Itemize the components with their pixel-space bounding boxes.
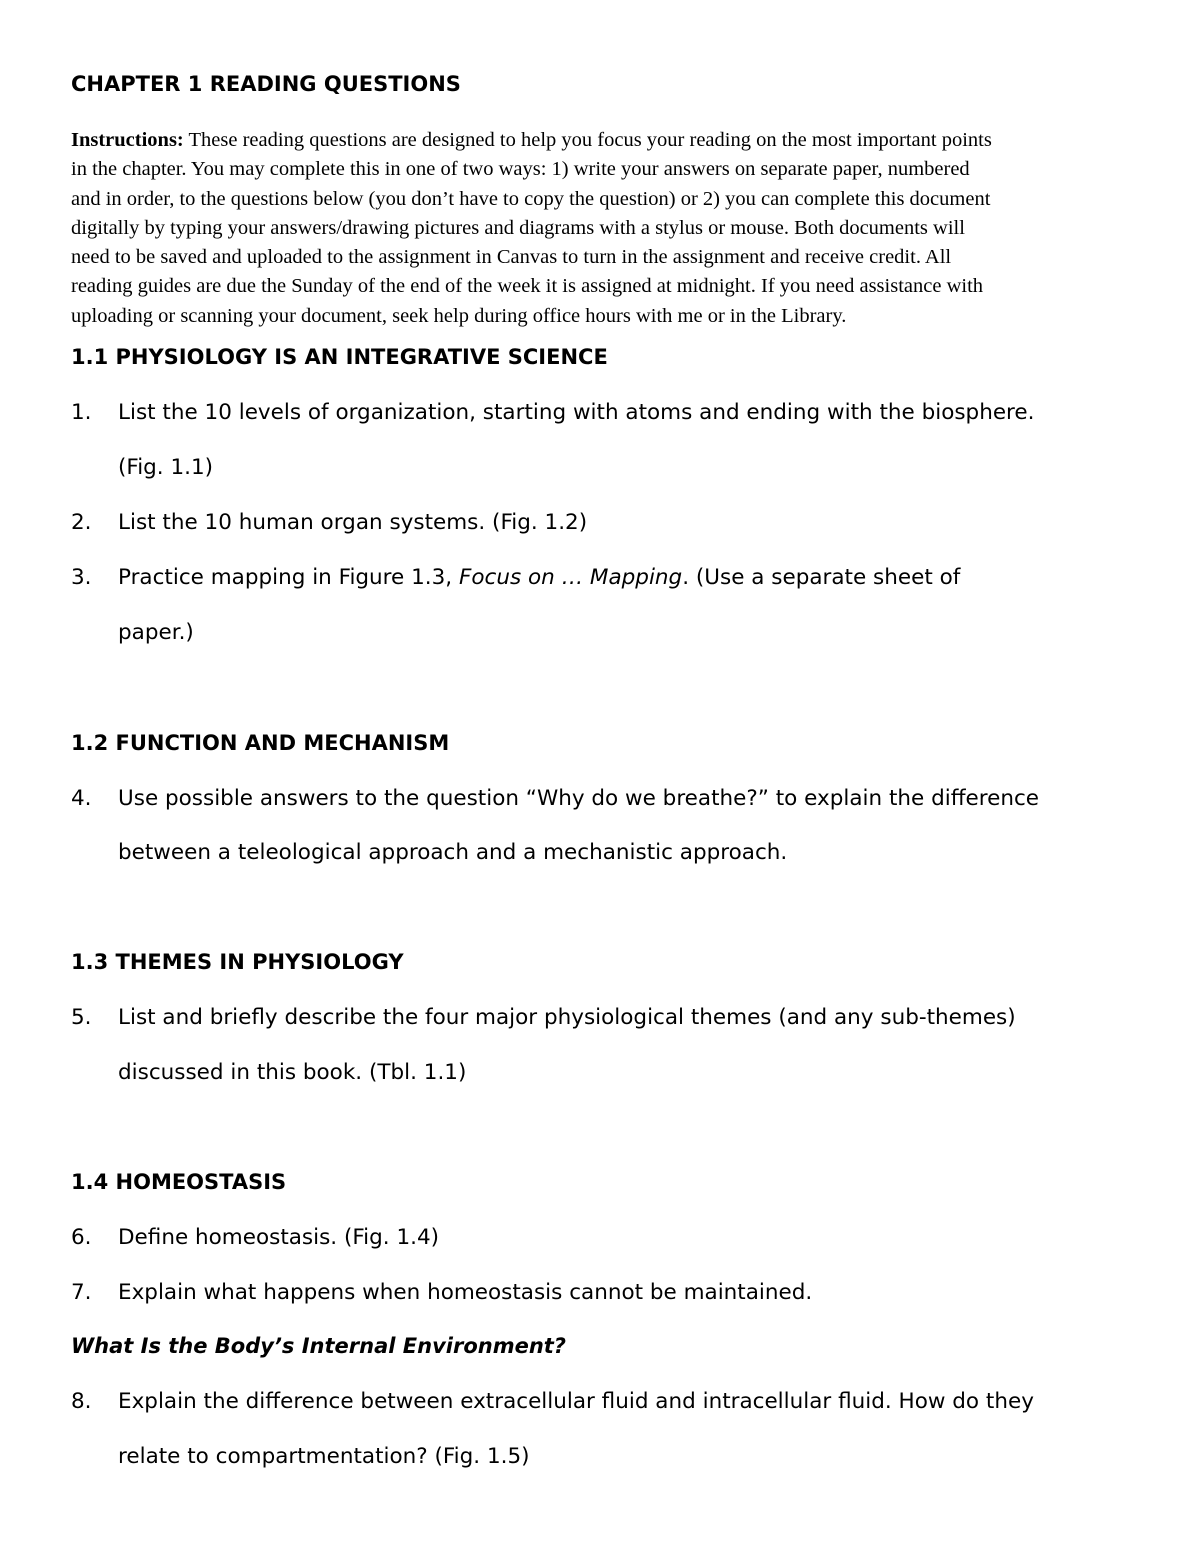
section-heading-1-3: 1.3 THEMES IN PHYSIOLOGY xyxy=(71,950,404,974)
instructions-line-1 xyxy=(71,126,1141,155)
question-number-4: 4. xyxy=(71,786,92,811)
question-number-8: 8. xyxy=(71,1389,92,1414)
question-8-line-2: relate to compartmentation? (Fig. 1.5) xyxy=(118,1444,530,1469)
chapter-title: CHAPTER 1 READING QUESTIONS xyxy=(71,72,461,96)
question-number-6: 6. xyxy=(71,1225,92,1250)
section-heading-1-4: 1.4 HOMEOSTASIS xyxy=(71,1170,287,1194)
instructions-paragraph xyxy=(71,126,1141,331)
question-8-line-1: Explain the difference between extracellular fluid and intracellular fluid. How do they xyxy=(118,1389,1034,1414)
instructions-line-2: in the chapter. You may complete this in one of two ways: 1) write your answers on separate paper, numbered xyxy=(71,158,970,181)
question-number-7: 7. xyxy=(71,1280,92,1305)
subsection-heading-internal-environment: What Is the Body’s Internal Environment? xyxy=(71,1334,566,1358)
instructions-line-3: and in order, to the questions below (you don’t have to copy the question) or 2) you can complete this document xyxy=(71,187,991,210)
section-heading-1-1: 1.1 PHYSIOLOGY IS AN INTEGRATIVE SCIENCE xyxy=(71,345,608,369)
question-3-text-post: . (Use a separate sheet of xyxy=(682,565,961,590)
instructions-line-4: digitally by typing your answers/drawing pictures and diagrams with a stylus or mouse. Both documents will xyxy=(71,216,965,239)
section-heading-1-2: 1.2 FUNCTION AND MECHANISM xyxy=(71,731,450,755)
instructions-text-1: These reading questions are designed to help you focus your reading on the most important points xyxy=(183,129,992,151)
question-2-line-1: List the 10 human organ systems. (Fig. 1.2) xyxy=(118,510,588,535)
question-5-line-2: discussed in this book. (Tbl. 1.1) xyxy=(118,1060,467,1085)
instructions-label: Instructions: xyxy=(71,129,184,151)
question-3-text-italic: Focus on … Mapping xyxy=(458,565,683,590)
question-1-line-2: (Fig. 1.1) xyxy=(118,455,214,480)
instructions-line-5: need to be saved and uploaded to the assignment in Canvas to turn in the assignment and receive credit. All xyxy=(71,246,952,269)
question-3-text-pre: Practice mapping in Figure 1.3, xyxy=(118,565,459,590)
instructions-line-6: reading guides are due the Sunday of the end of the week it is assigned at midnight. If you need assistance with xyxy=(71,275,984,298)
question-number-5: 5. xyxy=(71,1005,92,1030)
question-5-line-1: List and briefly describe the four major physiological themes (and any sub-themes) xyxy=(118,1005,1016,1030)
question-3-line-2: paper.) xyxy=(118,620,194,645)
instructions-line-7: uploading or scanning your document, seek help during office hours with me or in the Library. xyxy=(71,304,847,327)
question-6-line-1: Define homeostasis. (Fig. 1.4) xyxy=(118,1225,440,1250)
question-3-line-1 xyxy=(118,565,960,590)
question-number-3: 3. xyxy=(71,565,92,590)
question-1-line-1: List the 10 levels of organization, starting with atoms and ending with the biosphere. xyxy=(118,400,1035,425)
question-7-line-1: Explain what happens when homeostasis cannot be maintained. xyxy=(118,1280,813,1305)
question-number-1: 1. xyxy=(71,400,92,425)
question-4-line-1: Use possible answers to the question “Why do we breathe?” to explain the difference xyxy=(118,786,1040,811)
question-number-2: 2. xyxy=(71,510,92,535)
question-4-line-2: between a teleological approach and a mechanistic approach. xyxy=(118,840,788,865)
